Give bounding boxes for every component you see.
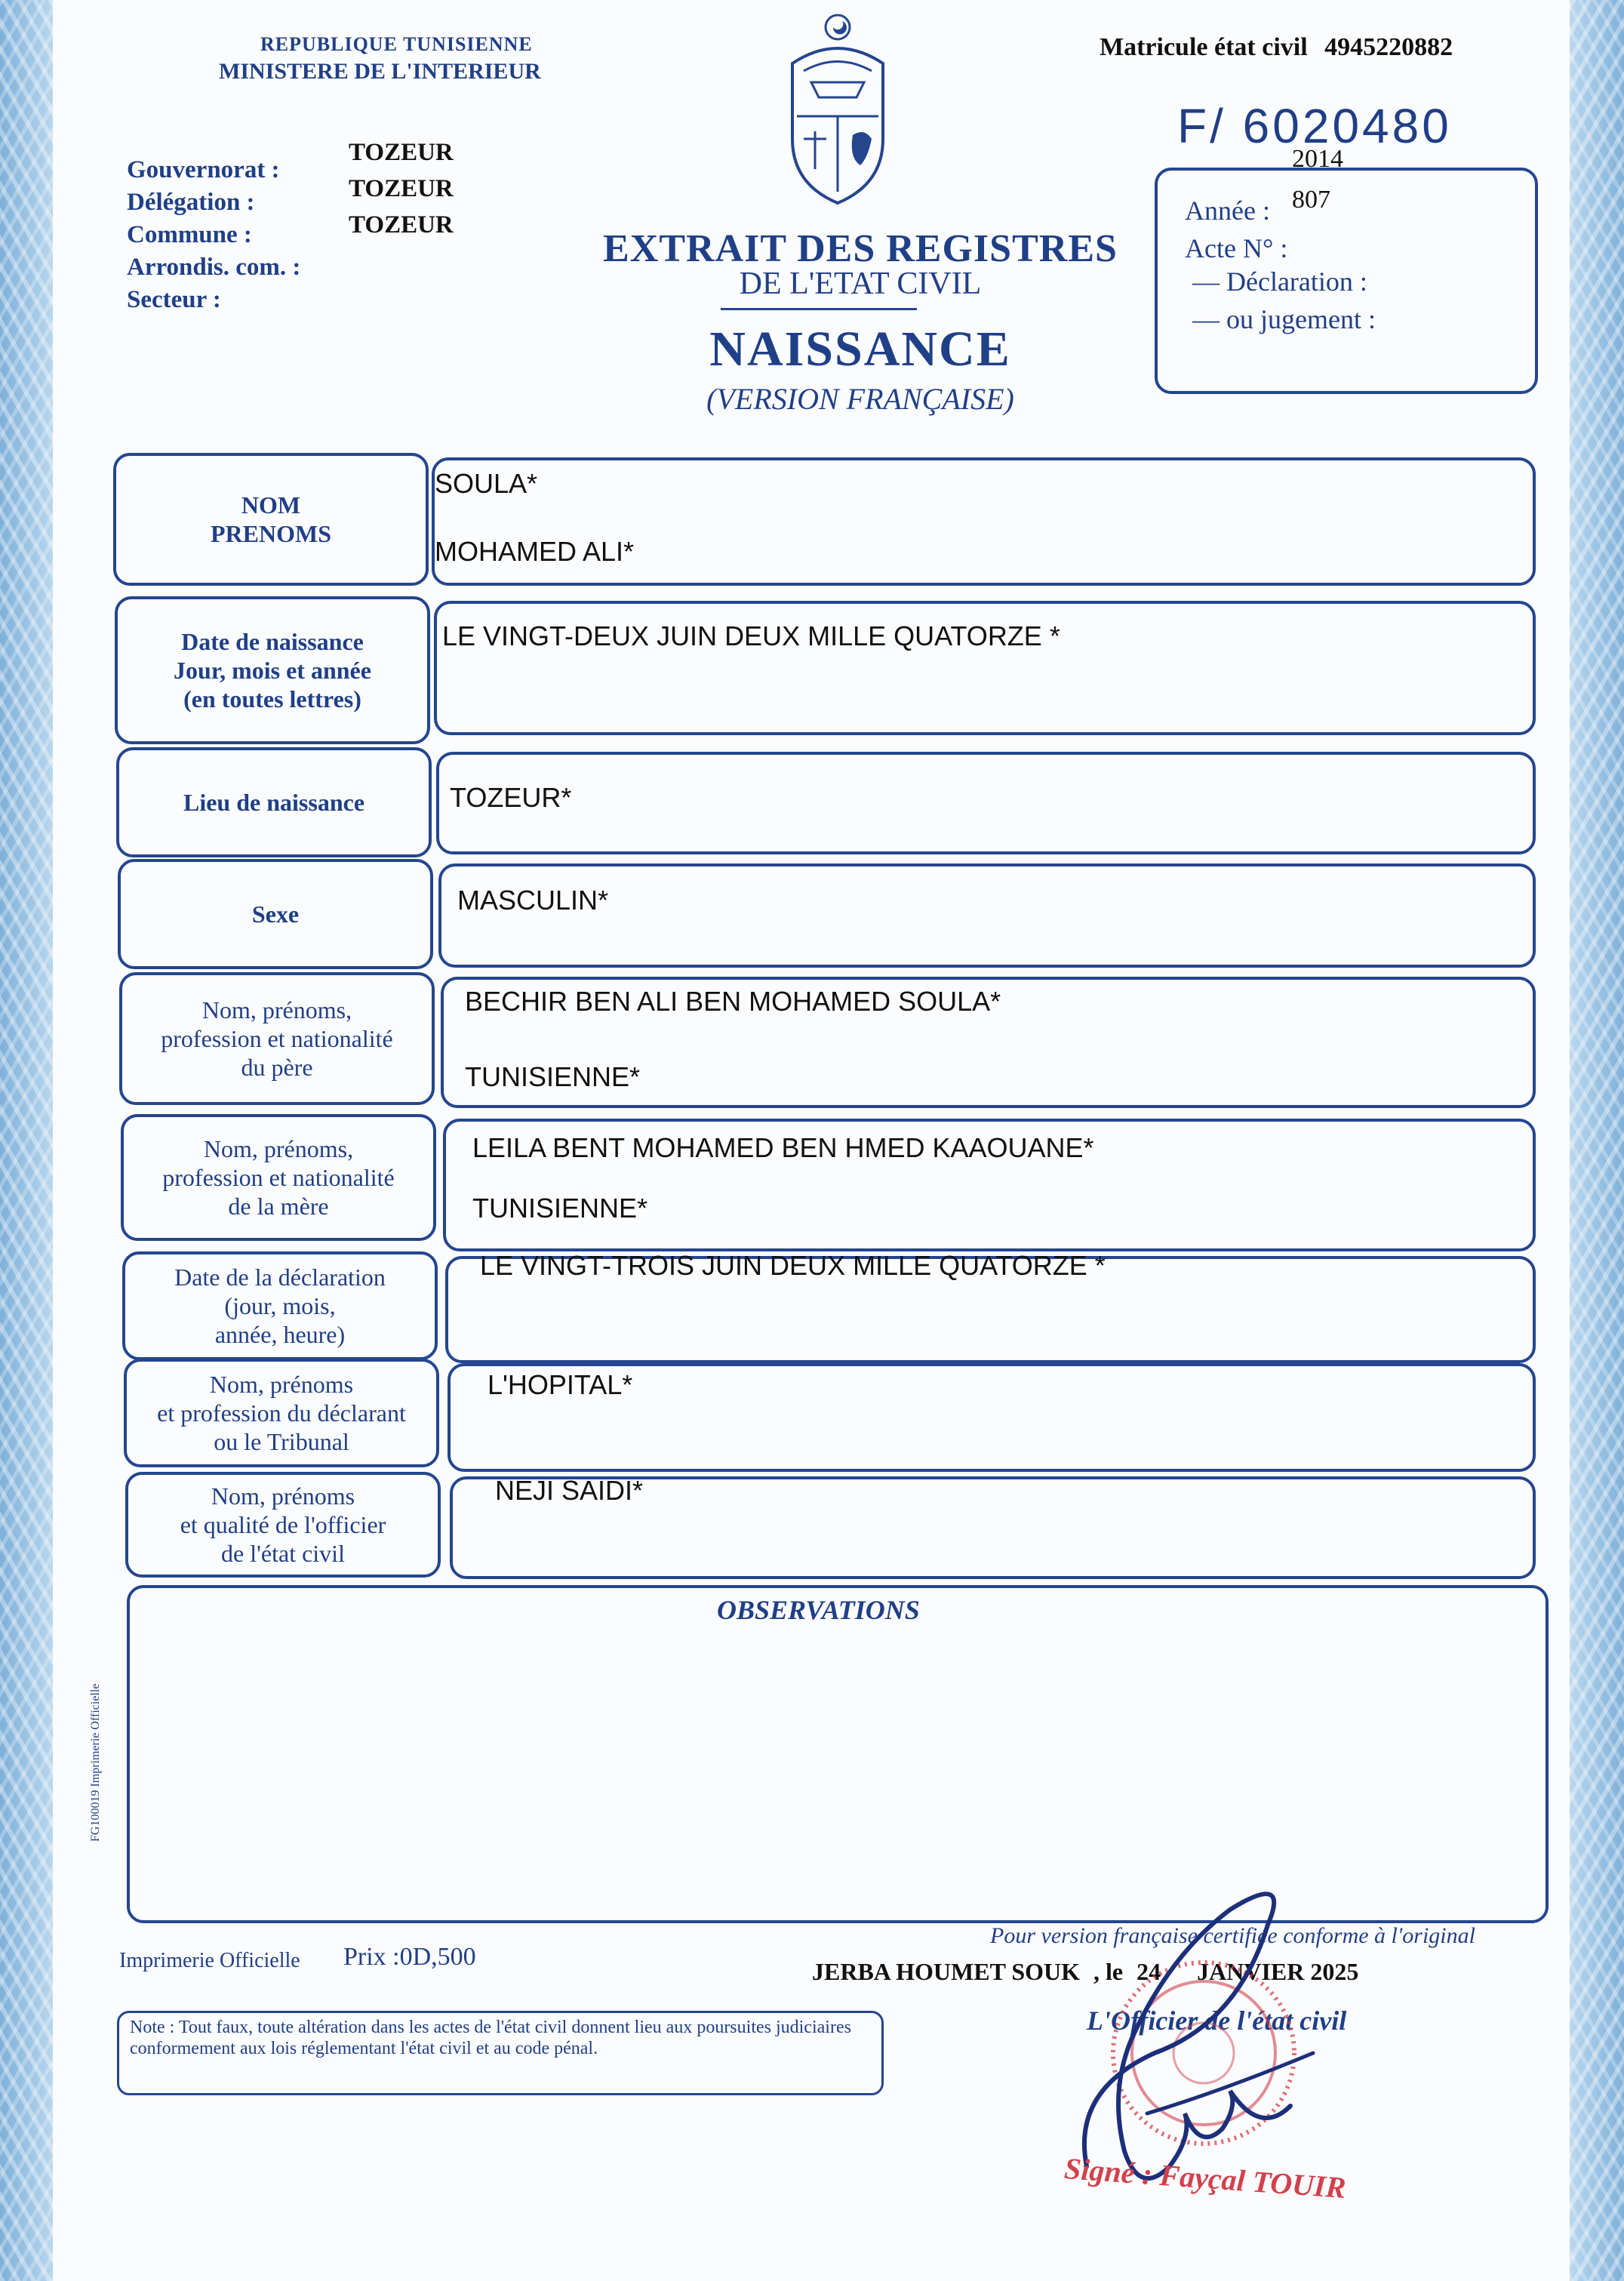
row-label-box (118, 859, 433, 969)
row-value: TOZEUR* (450, 782, 572, 813)
row-value: LE VINGT-TROIS JUIN DEUX MILLE QUATORZE * (480, 1250, 1106, 1281)
location-labels (127, 154, 300, 316)
row-label-box (113, 453, 429, 586)
row-value: L'HOPITAL* (488, 1369, 633, 1400)
delegation-value: TOZEUR (349, 175, 454, 202)
matricule-value: 4945220882 (1324, 33, 1453, 61)
arrondissement-label: Arrondis. com. : (127, 254, 301, 281)
declaration-label: — Déclaration : (1192, 266, 1367, 297)
row-label-box (115, 596, 430, 744)
price-label: Prix :0D,500 (343, 1943, 476, 1971)
note-text: Note : Tout faux, toute altération dans les actes de l'état civil donnent lieu aux poursuites judiciaires conformement aux lois réglementant l'état civil et au code pénal. (130, 2018, 851, 2058)
title-rule (721, 308, 917, 310)
acte-label: Acte N° : (1185, 233, 1288, 263)
form-number: F/ 6020480 (1177, 99, 1452, 153)
secteur-label: Secteur : (127, 286, 221, 313)
observations-title: OBSERVATIONS (717, 1595, 920, 1625)
issue-month-year: JANVIER 2025 (1197, 1958, 1359, 1985)
issue-day: 24 (1136, 1958, 1161, 1985)
issue-place: JERBA HOUMET SOUK (812, 1958, 1081, 1985)
officer-title: L'Officier de l'état civil (1087, 2005, 1347, 2036)
row-label: Nom, prénoms et profession du déclarant ou le Tribunal (157, 1371, 406, 1455)
matricule (1100, 33, 1453, 62)
row-label: Date de la déclaration (jour, mois, année, heure) (174, 1264, 386, 1348)
commune-value: TOZEUR (349, 211, 454, 239)
row-value: SOULA* (435, 468, 538, 499)
row-value: NEJI SAIDI* (495, 1475, 644, 1506)
row-label-box (121, 1114, 436, 1241)
row-label-box (125, 1472, 441, 1578)
row-label: Date de naissance Jour, mois et année (en toutes lettres) (174, 628, 371, 713)
row-label-box (124, 1359, 439, 1467)
row-value: MASCULIN* (457, 885, 609, 916)
side-print: FG100019 Imprimerie Officielle (89, 1683, 102, 1842)
row-value: LE VINGT-DEUX JUIN DEUX MILLE QUATORZE * (442, 620, 1060, 651)
row-value: MOHAMED ALI* (435, 536, 635, 567)
annee-value: 2014 (1292, 145, 1343, 173)
row-value: TUNISIENNE* (472, 1193, 648, 1224)
row-value: LEILA BENT MOHAMED BEN HMED KAAOUANE* (472, 1132, 1094, 1163)
commune-label: Commune : (127, 221, 252, 248)
gouvernorat-label: Gouvernorat : (127, 156, 280, 183)
republic-text: REPUBLIQUE TUNISIENNE (260, 33, 533, 55)
row-value: TUNISIENNE* (465, 1061, 641, 1092)
row-label: Sexe (251, 900, 300, 928)
title-line1: EXTRAIT DES REGISTRES (603, 227, 1118, 270)
issue-date-prefix: , le (1093, 1958, 1124, 1985)
ministry-text: MINISTERE DE L'INTERIEUR (219, 59, 541, 84)
row-label-box (116, 747, 432, 857)
row-label: Lieu de naissance (183, 789, 365, 816)
title-birth: NAISSANCE (709, 322, 1011, 377)
acte-value: 807 (1292, 186, 1330, 214)
certified-label: Pour version française certifiée conforme à l'original (990, 1923, 1475, 1948)
title-line2: DE L'ETAT CIVIL (739, 266, 982, 301)
row-label-box (122, 1251, 438, 1360)
row-label: Nom, prénoms, profession et nationalité de la mère (162, 1135, 395, 1220)
row-label: NOM PRENOMS (211, 491, 331, 547)
matricule-label: Matricule état civil (1100, 33, 1308, 61)
row-label: Nom, prénoms, profession et nationalité du père (161, 996, 393, 1081)
printer-label: Imprimerie Officielle (119, 1949, 300, 1972)
location-values (349, 134, 454, 243)
signed-text: Signé : Fayçal TOUIR (1063, 2151, 1347, 2205)
row-label: Nom, prénoms et qualité de l'officier de l'état civil (180, 1482, 386, 1567)
annee-label: Année : (1185, 195, 1270, 226)
row-label-box (119, 972, 435, 1105)
delegation-label: Délégation : (127, 189, 255, 216)
row-value: BECHIR BEN ALI BEN MOHAMED SOULA* (465, 986, 1001, 1017)
jugement-label: — ou jugement : (1192, 304, 1376, 334)
coat-of-arms-icon (770, 11, 906, 207)
title-version: (VERSION FRANÇAISE) (706, 382, 1014, 416)
row-value-box (436, 752, 1536, 854)
gouvernorat-value: TOZEUR (349, 139, 454, 166)
